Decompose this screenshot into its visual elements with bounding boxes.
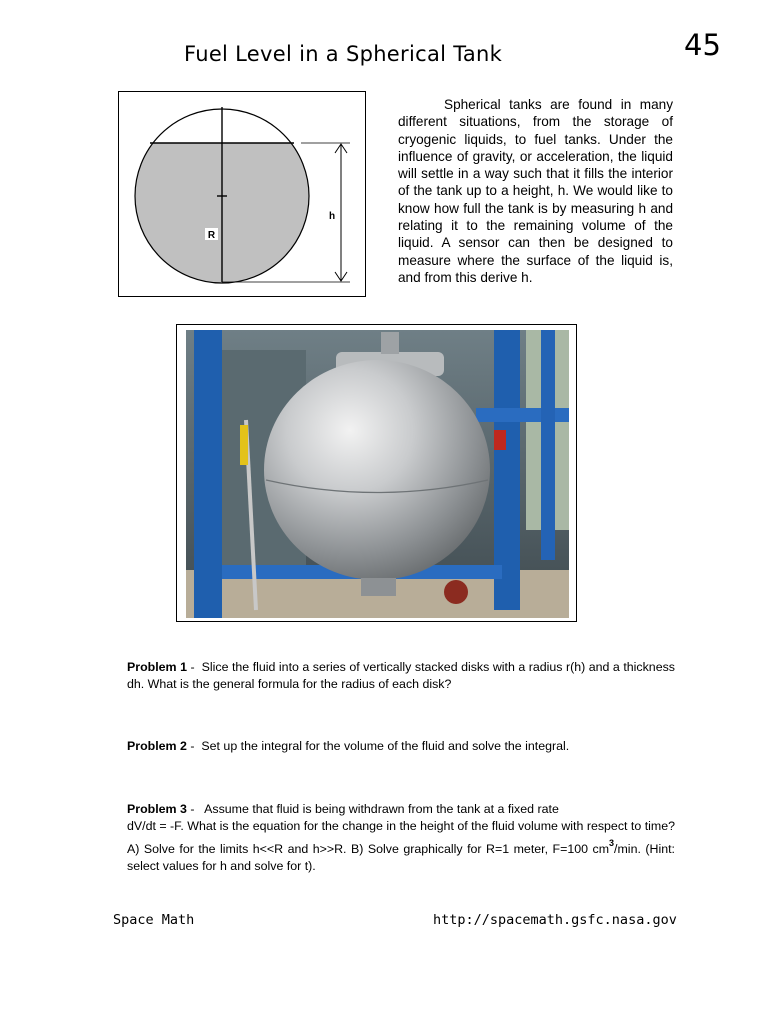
red-clamp [494, 430, 506, 450]
caster-wheel [444, 580, 468, 604]
problem-1-separator: - [186, 660, 202, 674]
tank-body [264, 360, 490, 580]
problem-3-text-c: /min. (Hint: select values for h and solve for t). [127, 842, 675, 873]
tank-photo [176, 324, 577, 622]
problem-1-label: Problem 1 [127, 660, 187, 674]
yellow-tag [240, 425, 248, 465]
footer-url[interactable]: http://spacemath.gsfc.nasa.gov [433, 912, 677, 928]
problem-1 [127, 659, 675, 693]
radius-label: R [207, 230, 216, 241]
blue-frame-left [194, 330, 222, 618]
spherical-tank-diagram [118, 91, 366, 297]
blue-frame-right-far [541, 330, 555, 560]
height-label: h [328, 211, 336, 222]
tank-base [361, 578, 396, 596]
problem-2-label: Problem 2 [127, 739, 187, 753]
problem-1-text: Slice the fluid into a series of vertically stacked disks with a radius r(h) and a thickness dh. What is the general formula for the radius of each disk? [127, 660, 675, 691]
problem-3-superscript: 3 [609, 838, 615, 848]
page-title: Fuel Level in a Spherical Tank [184, 42, 503, 66]
footer-brand: Space Math [113, 912, 195, 928]
problem-3-separator: - [186, 802, 205, 816]
problem-2-separator: - [186, 739, 202, 753]
problem-2-text: Set up the integral for the volume of the fluid and solve the integral. [201, 739, 570, 753]
problem-3-text-a: Assume that fluid is being withdrawn from the tank at a fixed rate [204, 802, 559, 816]
problem-3-label: Problem 3 [127, 802, 187, 816]
tank-valve [381, 332, 399, 354]
problem-2 [127, 738, 675, 755]
problem-3-text-b: dV/dt = -F. What is the equation for the change in the height of the fluid volume with respect to time? A) Solve for the limits h<<R and h>>R. B) Solve graphically for R=1 meter, F=100 cm [127, 819, 675, 856]
blue-frame-beam-right [476, 408, 569, 422]
problem-3 [127, 801, 675, 875]
page-number: 45 [684, 28, 721, 62]
intro-paragraph: Spherical tanks are found in many different situations, from the storage of cryogenic liquids, to fuel tanks. Under the influence of gravity, or acceleration, the liquid will settle in a way such that it fills the interior of the tank up to a height, h. We would like to know how full the tank is by measuring h and relating it to the remaining volume of the liquid. A sensor can then be designed to measure where the surface of the liquid is, and from this derive h. [398, 97, 673, 285]
